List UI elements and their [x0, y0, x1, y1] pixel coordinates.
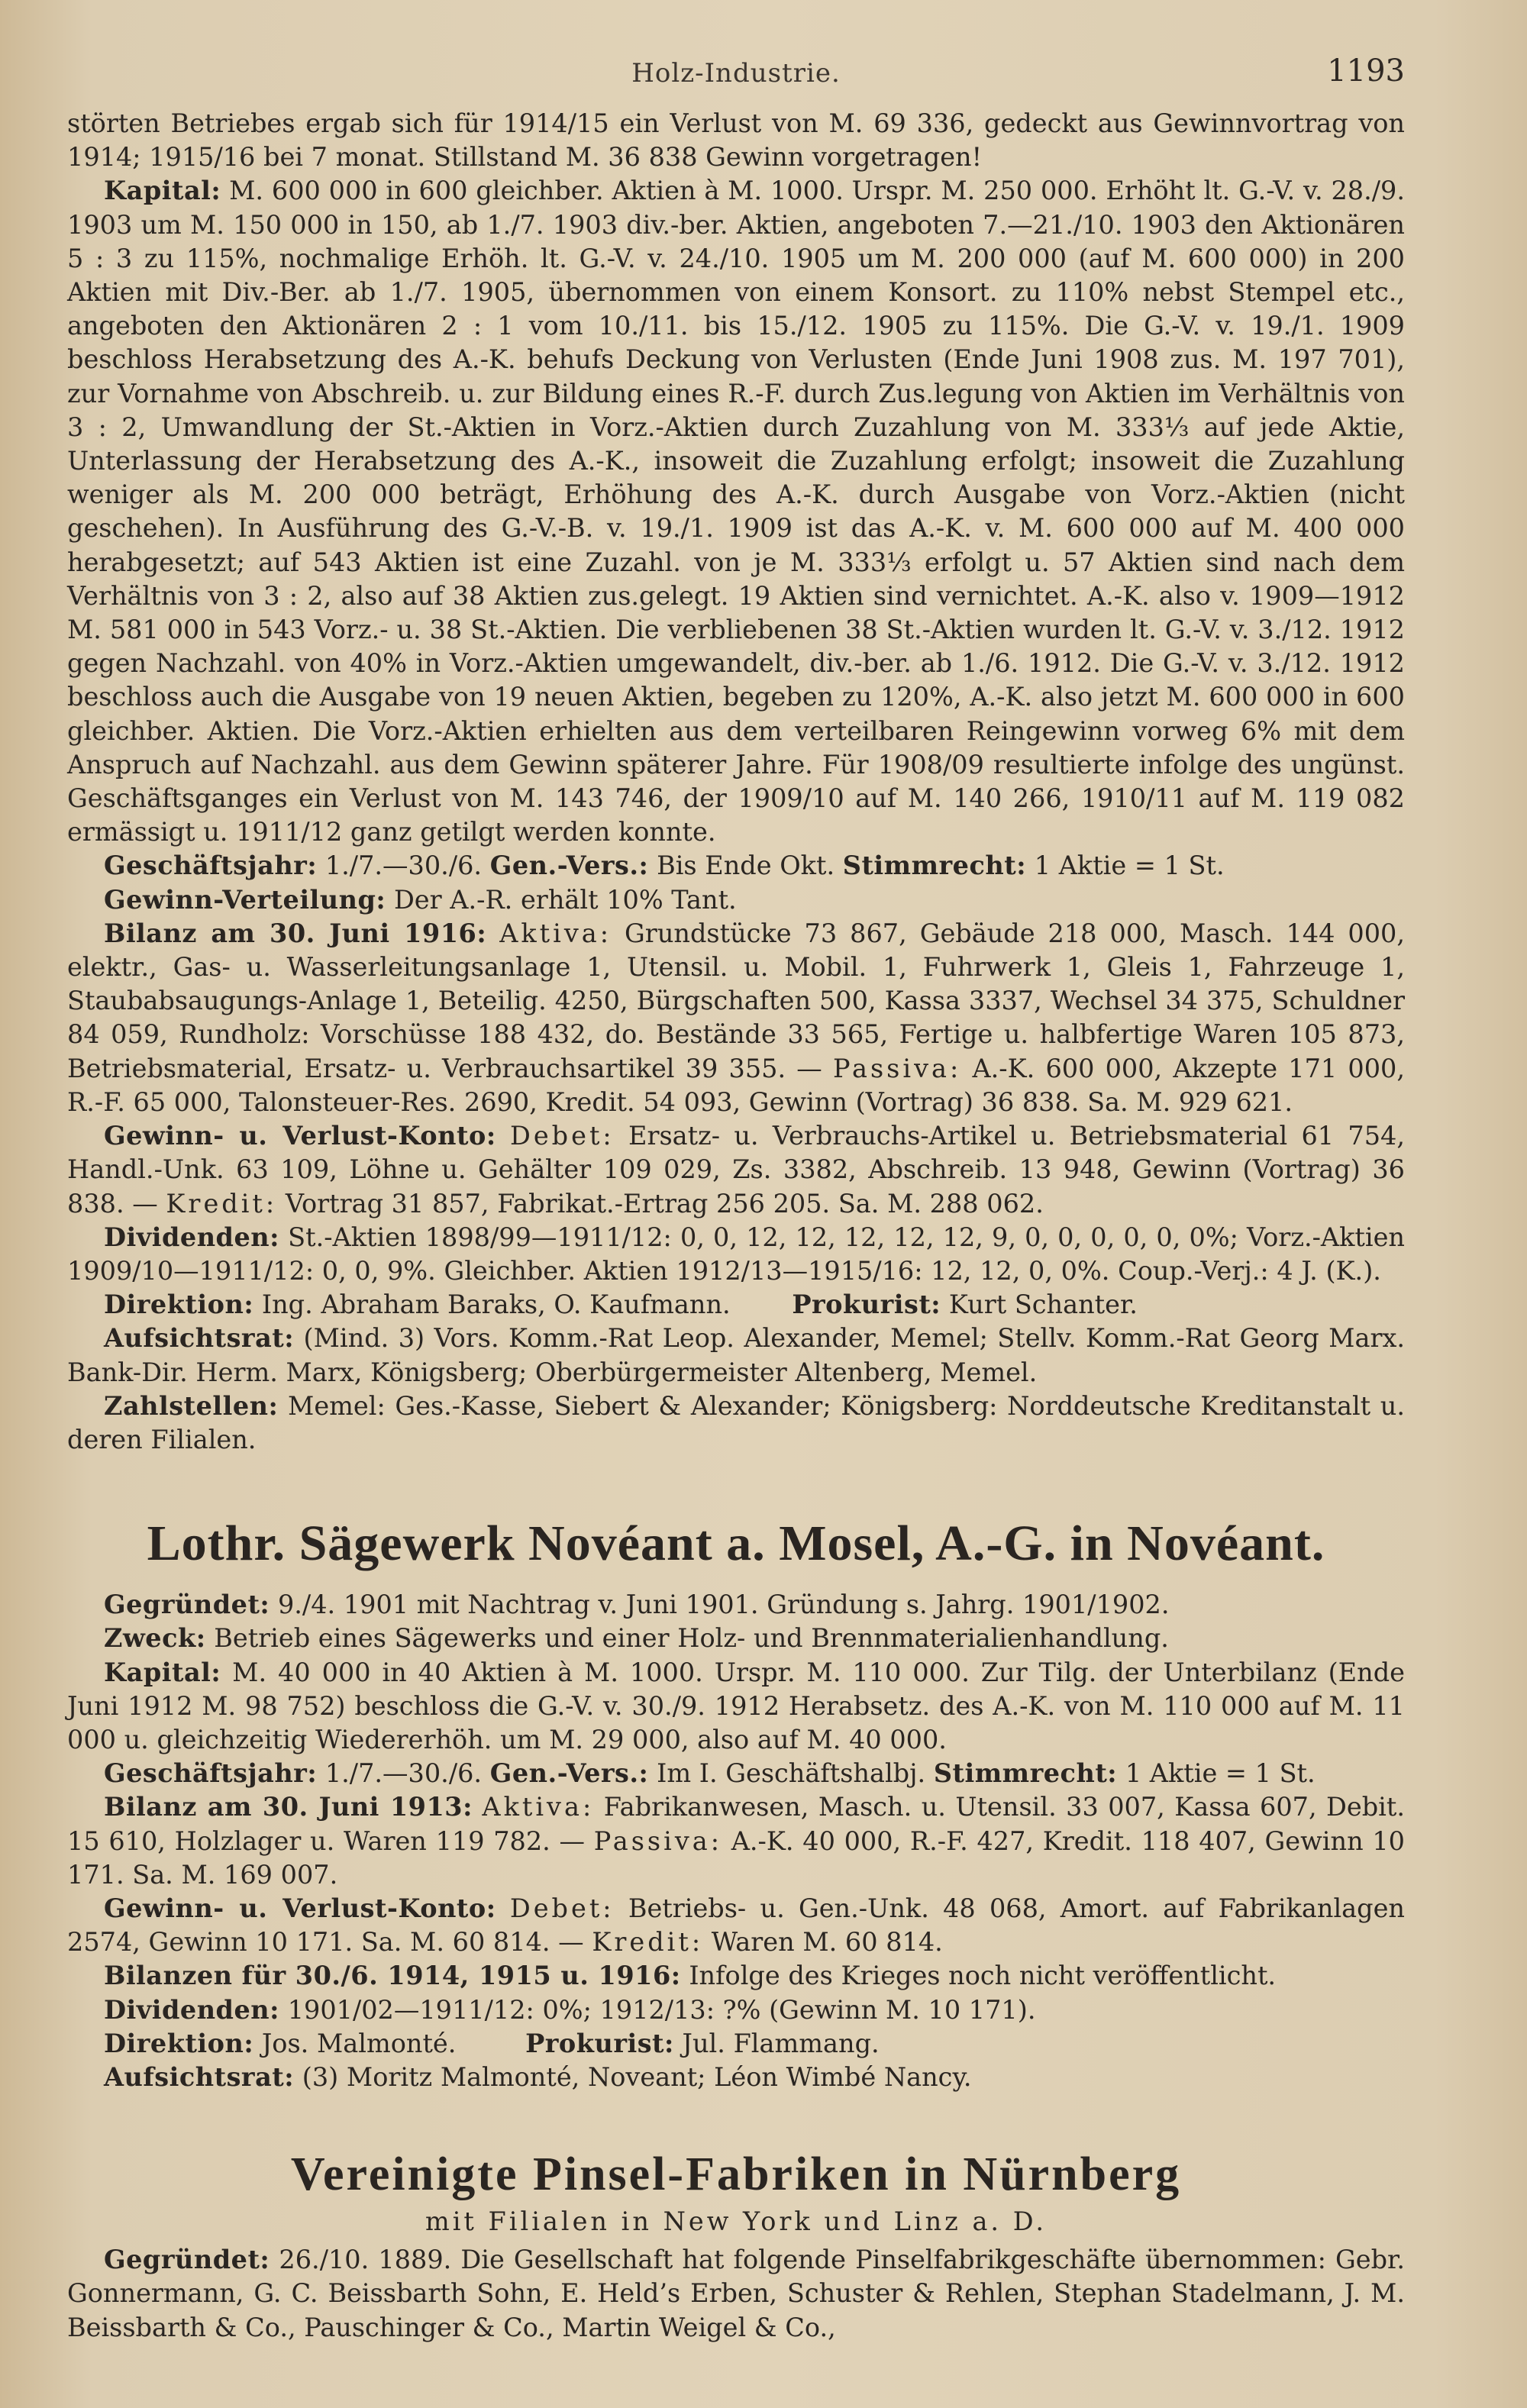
company-entry-pinsel [67, 2243, 1405, 2345]
profit-distribution-line: Gewinn-Verteilung: Der A.-R. erhält 10% Tant. [104, 884, 737, 915]
company-entry-lothr [67, 1588, 1405, 2094]
dividends-paragraph: Dividenden: 1901/02—1911/12: 0%; 1912/13: ?% (Gewinn M. 10 171). [104, 1994, 1036, 2025]
fiscal-year-line: Geschäftsjahr: 1./7.—30./6. Gen.-Vers.: Bis Ende Okt. Stimmrecht: 1 Aktie = 1 St. [104, 851, 1225, 881]
dividends-paragraph: Dividenden: St.-Aktien 1898/99—1911/12: 0, 0, 12, 12, 12, 12, 12, 9, 0, 0, 0, 0, 0, 0%; Vorz.-Aktien 1909/10—1911/12: 0, 0, 9%. Gleichber. Aktien 1912/13—1915/16: 12, 12, 0, 0%. Coup.-Verj.: 4 J. (K.). [67, 1222, 1406, 1286]
page-number: 1193 [1327, 53, 1405, 89]
paying-agents-paragraph: Zahlstellen: Memel: Ges.-Kasse, Siebert & Alexander; Königsberg: Norddeutsche Kreditanstalt u. deren Filialen. [67, 1390, 1405, 1454]
company-subtitle-pinsel: mit Filialen in New York und Linz a. D. [425, 2206, 1048, 2237]
purpose-line: Zweck: Betrieb eines Sägewerks und einer Holz- und Brennmaterialienhandlung. [104, 1623, 1169, 1654]
management-line: Direktion: Ing. Abraham Baraks, O. Kaufmann. Prokurist: Kurt Schanter. [104, 1290, 1138, 1320]
profit-loss-paragraph: Gewinn- u. Verlust-Konto: Debet: Ersatz- u. Verbrauchs-Artikel u. Betriebsmaterial 61 754, Handl.-Unk. 63 109, Löhne u. Gehälter 109 029, Zs. 3382, Abschreib. 13 948, Gewinn (Vortrag) 36 838. — Kredit: Vortrag 31 857, Fabrikat.-Ertrag 256 205. Sa. M. 288 062. [67, 1121, 1405, 1219]
management-line: Direktion: Jos. Malmonté. Prokurist: Jul. Flammang. [104, 2028, 880, 2058]
balances-note-line: Bilanzen für 30./6. 1914, 1915 u. 1916: Infolge des Krieges noch nicht veröffentlicht. [104, 1961, 1277, 1991]
supervisory-board-paragraph: Aufsichtsrat: (3) Moritz Malmonté, Noveant; Léon Wimbé Nancy. [104, 2061, 972, 2092]
founded-line: Gegründet: 9./4. 1901 mit Nachtrag v. Juni 1901. Gründung s. Jahrg. 1901/1902. [104, 1590, 1170, 1620]
capital-paragraph: Kapital: M. 40 000 in 40 Aktien à M. 1000. Urspr. M. 110 000. Zur Tilg. der Unterbilanz (Ende Juni 1912 M. 98 752) beschloss die G.-V. v. 30./9. 1912 Herabsetz. des A.-K. von M. 110 000 auf M. 11 000 u. gleichzeitig Wiedererhöh. um M. 29 000, also auf M. 40 000. [67, 1657, 1405, 1754]
company-heading-lothr: Lothr. Sägewerk Novéant a. Mosel, A.-G. in Novéant. [147, 1515, 1325, 1572]
profit-loss-paragraph: Gewinn- u. Verlust-Konto: Debet: Betriebs- u. Gen.-Unk. 48 068, Amort. auf Fabrikanlagen 2574, Gewinn 10 171. Sa. M. 60 814. — Kredit: Waren M. 60 814. [67, 1893, 1405, 1958]
supervisory-board-paragraph: Aufsichtsrat: (Mind. 3) Vors. Komm.-Rat Leop. Alexander, Memel; Stellv. Komm.-Rat Georg Marx. Bank-Dir. Herm. Marx, Königsberg; Oberbürgermeister Altenberg, Memel. [67, 1323, 1405, 1387]
fiscal-year-line: Geschäftsjahr: 1./7.—30./6. Gen.-Vers.: Im I. Geschäftshalbj. Stimmrecht: 1 Aktie = 1 St. [104, 1758, 1316, 1789]
company-heading-pinsel: Vereinigte Pinsel-Fabriken in Nürnberg [290, 2148, 1182, 2201]
continuation-text: störten Betriebes ergab sich für 1914/15 ein Verlust von M. 69 336, gedeckt aus Gewinnvortrag von 1914; 1915/16 bei 7 monat. Stillstand M. 36 838 Gewinn vorgetragen! [67, 108, 1405, 173]
balance-sheet-paragraph: Bilanz am 30. Juni 1916: Aktiva: Grundstücke 73 867, Gebäude 218 000, Masch. 144 000, elektr., Gas- u. Wasserleitungsanlage 1, Utensil. u. Mobil. 1, Fuhrwerk 1, Gleis 1, Fahrzeuge 1, Staubabsaugungs-Anlage 1, Beteilig. 4250, Bürgschaften 500, Kassa 3337, Wechsel 34 375, Schuldner 84 059, Rundholz: Vorschüsse 188 432, do. Bestände 33 565, Fertige u. halbfertige Waren 105 873, Betriebsmaterial, Ersatz- u. Verbrauchsartikel 39 355. — Passiva: A.-K. 600 000, Akzepte 171 000, R.-F. 65 000, Talonsteuer-Res. 2690, Kredit. 54 093, Gewinn (Vortrag) 36 838. Sa. M. 929 621. [67, 918, 1405, 1117]
running-title: Holz-Industrie. [631, 58, 841, 89]
capital-paragraph: Kapital: M. 600 000 in 600 gleichber. Aktien à M. 1000. Urspr. M. 250 000. Erhöht lt. G.-V. v. 28./9. 1903 um M. 150 000 in 150, ab 1./7. 1903 div.-ber. Aktien, angeboten 7.—21./10. 1903 den Aktionären 5 : 3 zu 115%, nochmalige Erhöh. lt. G.-V. v. 24./10. 1905 um M. 200 000 (auf M. 600 000) in 200 Aktien mit Div.-Ber. ab 1./7. 1905, übernommen von einem Konsort. zu 110% nebst Stempel etc., angeboten den Aktionären 2 : 1 vom 10./11. bis 15./12. 1905 zu 115%. Die G.-V. v. 19./1. 1909 beschloss Herabsetzung des A.-K. behufs Deckung von Verlusten (Ende Juni 1908 zus. M. 197 701), zur Vornahme von Abschreib. u. zur Bildung eines R.-F. durch Zus.legung von Aktien im Verhältnis von 3 : 2, Umwandlung der St.-Aktien in Vorz.-Aktien durch Zuzahlung von M. 333⅓ auf jede Aktie, Unterlassung der Herabsetzung des A.-K., insoweit die Zuzahlung erfolgt; insoweit die Zuzahlung weniger als M. 200 000 beträgt, Erhöhung des A.-K. durch Ausgabe von Vorz.-Aktien (nicht geschehen). In Ausführung des G.-V.-B. v. 19./1. 1909 ist das A.-K. v. M. 600 000 auf M. 400 000 herabgesetzt; auf 543 Aktien ist eine Zuzahl. von je M. 333⅓ erfolgt u. 57 Aktien sind nach dem Verhältnis von 3 : 2, also auf 38 Aktien zus.gelegt. 19 Aktien sind vernichtet. A.-K. also v. 1909—1912 M. 581 000 in 543 Vorz.- u. 38 St.-Aktien. Die verbliebenen 38 St.-Aktien wurden lt. G.-V. v. 3./12. 1912 gegen Nachzahl. von 40% in Vorz.-Aktien umgewandelt, div.-ber. ab 1./6. 1912. Die G.-V. v. 3./12. 1912 beschloss auch die Ausgabe von 19 neuen Aktien, begeben zu 120%, A.-K. also jetzt M. 600 000 in 600 gleichber. Aktien. Die Vorz.-Aktien erhielten aus dem verteilbaren Reingewinn vorweg 6% mit dem Anspruch auf Nachzahl. aus dem Gewinn späterer Jahre. Für 1908/09 resultierte infolge des ungünst. Geschäftsganges ein Verlust von M. 143 746, der 1909/10 auf M. 140 266, 1910/11 auf M. 119 082 ermässigt u. 1911/12 ganz getilgt werden konnte. [67, 176, 1405, 847]
running-header [67, 53, 1405, 107]
founded-paragraph: Gegründet: 26./10. 1889. Die Gesellschaft hat folgende Pinselfabrikgeschäfte übernommen: Gebr. Gonnermann, G. C. Beissbarth Sohn, E. Held’s Erben, Schuster & Rehlen, Stephan Stadelmann, J. M. Beissbarth & Co., Pauschinger & Co., Martin Weigel & Co., [67, 2245, 1405, 2342]
previous-entry-continuation [67, 107, 1405, 1457]
balance-sheet-paragraph: Bilanz am 30. Juni 1913: Aktiva: Fabrikanwesen, Masch. u. Utensil. 33 007, Kassa 607, Debit. 15 610, Holzlager u. Waren 119 782. — Passiva: A.-K. 40 000, R.-F. 427, Kredit. 118 407, Gewinn 10 171. Sa. M. 169 007. [67, 1792, 1405, 1890]
